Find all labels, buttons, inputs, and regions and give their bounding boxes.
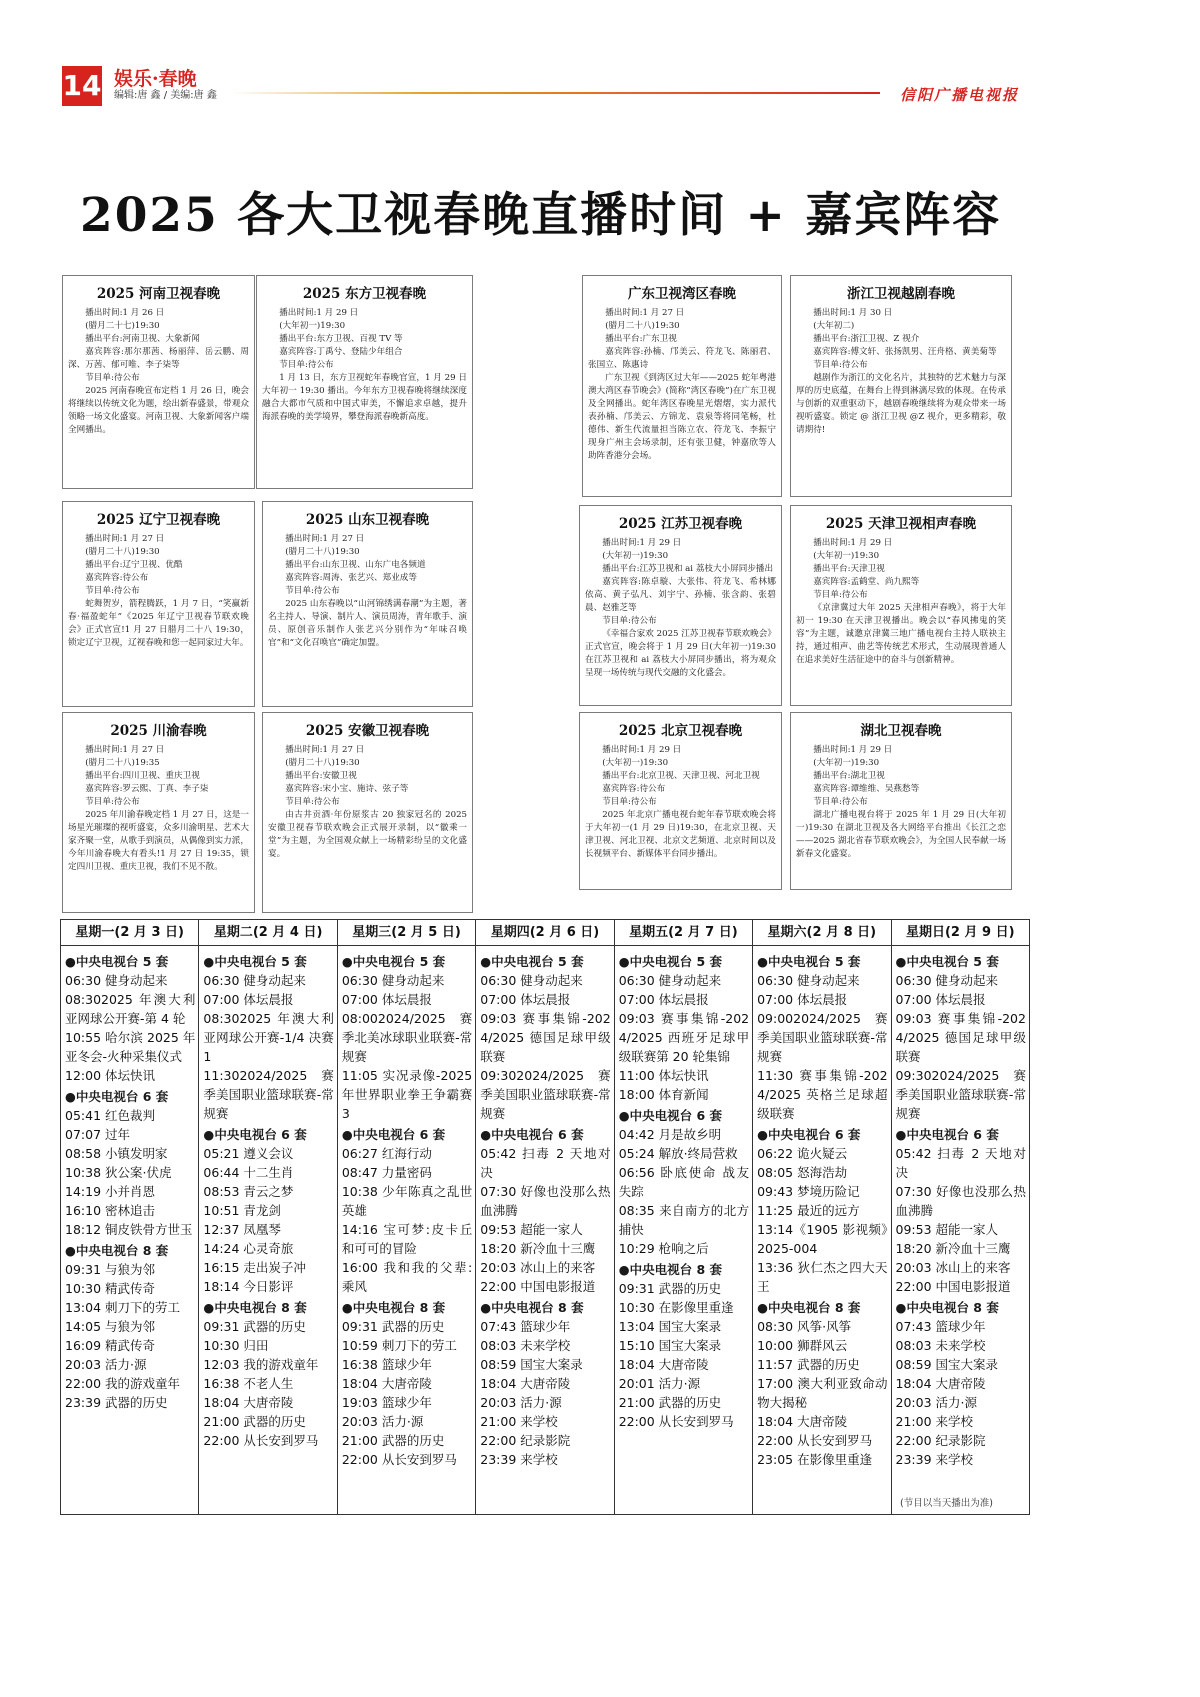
program-item: 08:35 来自南方的北方捕快 (618, 1203, 750, 1237)
program-item: 09:302024/2025 赛季美国职业篮球联赛-常规赛 (895, 1068, 1026, 1121)
box-info-line: 播出时间:1 月 29 日 (279, 308, 359, 318)
box-info-line: (大年初二) (813, 321, 855, 331)
schedule-day-header: 星期五(2 月 7 日) (615, 920, 752, 946)
program-item: 22:00 从长安到罗马 (341, 1452, 457, 1467)
program-item: 07:07 过年 (65, 1127, 130, 1142)
box-info-line: 播出时间:1 月 29 日 (813, 745, 893, 755)
program-item: 11:25 最近的远方 (757, 1203, 860, 1218)
box-description: 1 月 13 日，东方卫视蛇年春晚官宣，1 月 29 日大年初一 19:30 播出。今年东方卫视春晚将继续深度融合大都市气质和中国式审美，不懈追求卓越，提升海派春晚的美学境界，攀登海派春晚新高度。 (262, 373, 467, 422)
tv-schedule-table (60, 919, 1030, 1515)
schedule-day-column (892, 920, 1029, 1514)
program-item: 05:42 扫毒 2 天地对决 (480, 1146, 611, 1180)
program-item: 11:00 体坛快讯 (618, 1068, 709, 1083)
box-info-line: 节目单:待公布 (85, 586, 140, 596)
box-liaoning (62, 501, 255, 707)
program-item: 08:30 风筝·风筝 (757, 1319, 852, 1334)
program-item: 06:30 健身动起来 (341, 973, 445, 988)
program-item: 19:03 篮球少年 (341, 1395, 432, 1410)
box-body (268, 533, 467, 650)
box-description: 由古井贡酒·年份原浆古 20 独家冠名的 2025 安徽卫视春节联欢晚会正式展开录制，以“徽乘一堂”为主题，为全国观众献上一场精彩纷呈的文化盛宴。 (268, 810, 467, 859)
program-item: 16:09 精武传奇 (65, 1338, 155, 1353)
box-beijing (579, 712, 782, 890)
program-item: 06:27 红海行动 (341, 1146, 432, 1161)
box-jiangsu (579, 505, 782, 706)
program-item: 07:43 篮球少年 (480, 1319, 571, 1334)
box-info-line: 播出平台:河南卫视、大象新闻 (85, 334, 200, 344)
program-item: 14:19 小并肖恩 (65, 1184, 155, 1199)
program-item: 18:04 大唐帝陵 (341, 1376, 432, 1391)
box-anhui (262, 712, 473, 913)
schedule-day-header: 星期一(2 月 3 日) (61, 920, 198, 946)
program-item: 22:00 从长安到罗马 (757, 1433, 873, 1448)
program-item: 08:59 国宝大案录 (480, 1357, 583, 1372)
box-description: 《幸福合家欢 2025 江苏卫视春节联欢晚会》正式官宣，晚会将于 1 月 29 日(大年初一)19:30 在江苏卫视和 ai 荔枝大小屏同步播出，将为观众呈现一场传统与现代交融的文化盛会。 (585, 629, 776, 678)
program-item: 16:38 篮球少年 (341, 1357, 432, 1372)
program-item: 23:05 在影像里重逢 (757, 1452, 873, 1467)
program-item: 16:10 密林追击 (65, 1203, 155, 1218)
program-item: 22:00 纪录影院 (895, 1433, 986, 1448)
program-item: 12:03 我的游戏童年 (203, 1357, 319, 1372)
program-item: 21:00 来学校 (895, 1414, 974, 1429)
program-item: 07:30 好像也没那么热血沸腾 (480, 1184, 611, 1218)
box-description: 2025 年北京广播电视台蛇年春节联欢晚会将于大年初一(1 月 29 日)19:30，在北京卫视、天津卫视、河北卫视、北京文艺频道、北京时间以及长视频平台、新媒体平台同步播出。 (585, 810, 776, 859)
channel-name: ●中央电视台 5 套 (895, 954, 999, 969)
box-info-line: (大年初一)19:30 (279, 321, 346, 331)
program-item: 21:00 武器的历史 (618, 1395, 722, 1410)
program-item: 22:00 从长安到罗马 (618, 1414, 734, 1429)
program-item: 20:01 活力·源 (618, 1376, 701, 1391)
program-item: 20:03 活力·源 (341, 1414, 424, 1429)
box-info-line: 节目单:待公布 (813, 797, 868, 807)
program-item: 09:03 赛事集锦-2024/2025 德国足球甲级联赛 (895, 1011, 1026, 1064)
program-item: 09:31 武器的历史 (618, 1281, 722, 1296)
box-info-line: 播出时间:1 月 27 日 (605, 308, 685, 318)
box-info-line: (大年初一)19:30 (602, 551, 669, 561)
program-item: 07:00 体坛晨报 (757, 992, 848, 1007)
program-item: 22:00 纪录影院 (480, 1433, 571, 1448)
program-item: 14:16 宝可梦:皮卡丘和可可的冒险 (341, 1222, 473, 1256)
channel-name: ●中央电视台 8 套 (480, 1300, 584, 1315)
box-info-line: 嘉宾阵容:待公布 (602, 784, 666, 794)
program-item: 12:00 体坛快讯 (65, 1068, 155, 1083)
channel-name: ●中央电视台 8 套 (757, 1300, 861, 1315)
program-item: 06:30 健身动起来 (618, 973, 722, 988)
box-title: 2025 天津卫视相声春晚 (825, 516, 977, 532)
box-info-line: 嘉宾阵容:孟鹤堂、尚九熙等 (813, 577, 920, 587)
program-item: 10:30 在影像里重逢 (618, 1300, 734, 1315)
program-item: 20:03 冰山上的来客 (895, 1260, 1011, 1275)
box-title: 2025 北京卫视春晚 (618, 723, 743, 739)
box-info-line: 播出平台:天津卫视 (813, 564, 885, 574)
schedule-day-column (753, 920, 891, 1514)
box-info-line: 嘉宾阵容:傅文轩、张扬凯男、汪舟格、黄美菊等 (813, 347, 997, 357)
box-info-line: 嘉宾阵容:周涛、张艺兴、郑业成等 (285, 573, 417, 583)
program-item: 11:57 武器的历史 (757, 1357, 860, 1372)
program-item: 08:47 力量密码 (341, 1165, 432, 1180)
schedule-day-column (199, 920, 337, 1514)
program-item: 13:14《1905 影视频》2025-004 (757, 1222, 888, 1256)
program-item: 20:03 活力·源 (65, 1357, 147, 1372)
program-item: 13:04 国宝大案录 (618, 1319, 722, 1334)
box-info-line: 嘉宾阵容:罗云熙、丁真、李子柒 (85, 784, 209, 794)
box-info-line: 嘉宾阵容:待公布 (85, 573, 149, 583)
box-description: 蛇舞贺岁，箭程腾跃，1 月 7 日，“笑赢新春·福盈蛇年”《2025 年辽宁卫视春节联欢晚会》正式官宣!1 月 27 日腊月二十八 19:30，锁定辽宁卫视，辽视春晚和您一起同家过大年。 (68, 599, 249, 648)
program-item: 07:43 篮球少年 (895, 1319, 986, 1334)
program-item: 06:44 十二生肖 (203, 1165, 294, 1180)
box-info-line: 播出平台:安徽卫视 (285, 771, 357, 781)
box-info-line: 播出时间:1 月 27 日 (85, 745, 165, 755)
program-item: 21:00 来学校 (480, 1414, 558, 1429)
box-henan (62, 275, 255, 489)
editor-credit: 编辑:唐 鑫 / 美编:唐 鑫 (114, 90, 217, 101)
channel-name: ●中央电视台 6 套 (65, 1089, 169, 1104)
box-description: 湖北广播电视台将于 2025 年 1 月 29 日(大年初一)19:30 在湖北卫视及各大网络平台推出《长江之恋——2025 湖北省春节联欢晚会》，为全国人民奉献一场新春文化盛宴。 (796, 810, 1006, 859)
box-info-line: 嘉宾阵容:陈卓璇、大张伟、符龙飞、希林娜依高、黄子弘凡、刘宇宁、孙楠、张含韵、张碧晨、赵雅芝等 (585, 577, 776, 613)
program-item: 18:20 新冷血十三鹰 (480, 1241, 596, 1256)
box-guangdong (582, 275, 782, 497)
program-item: 05:42 扫毒 2 天地对决 (895, 1146, 1026, 1180)
program-item: 20:03 活力·源 (895, 1395, 978, 1410)
channel-name: ●中央电视台 5 套 (757, 954, 861, 969)
program-item: 18:12 铜皮铁骨方世玉 (65, 1222, 193, 1237)
program-item: 09:53 超能一家人 (480, 1222, 583, 1237)
box-body (585, 537, 776, 680)
channel-name: ●中央电视台 8 套 (341, 1300, 446, 1315)
program-item: 22:00 我的游戏童年 (65, 1376, 180, 1391)
box-info-line: 播出平台:辽宁卫视、优酷 (85, 560, 183, 570)
box-info-line: 播出时间:1 月 26 日 (85, 308, 165, 318)
program-item: 11:05 实况录像-2025 年世界职业拳王争霸赛 3 (341, 1068, 473, 1121)
program-item: 05:24 解放·终局营救 (618, 1146, 738, 1161)
program-item: 06:30 健身动起来 (895, 973, 999, 988)
box-info-line: (腊月二十八)19:30 (285, 758, 360, 768)
box-info-line: 节目单:待公布 (279, 360, 334, 370)
program-item: 13:36 狄仁杰之四大天王 (757, 1260, 888, 1294)
box-info-line: 节目单:待公布 (85, 373, 140, 383)
channel-name: ●中央电视台 5 套 (480, 954, 584, 969)
channel-name: ●中央电视台 6 套 (895, 1127, 999, 1142)
box-chuanyu (62, 712, 255, 913)
box-title: 2025 川渝春晚 (110, 723, 207, 739)
program-item: 05:21 遵义会议 (203, 1146, 294, 1161)
box-info-line: 节目单:待公布 (602, 616, 657, 626)
box-body (588, 307, 776, 463)
box-description: 广东卫视《到湾区过大年——2025 蛇年粤港澳大湾区春节晚会》(简称“湾区春晚”)在广东卫视及全网播出。蛇年湾区春晚星光熠熠，实力派代表孙楠、邝美云、方锦龙、袁泉等将同笔畅，杜德伟、新生代流量担当陈立农、符龙飞、李振宁现身广州主会场录制，还有张卫健，钟嘉欣等人助阵香港分会场。 (588, 373, 776, 461)
program-item: 15:10 国宝大案录 (618, 1338, 722, 1353)
program-item: 10:38 狄公案·伏虎 (65, 1165, 172, 1180)
schedule-note: (节目以当天播出为准) (900, 1498, 993, 1509)
box-info-line: 节目单:待公布 (285, 586, 340, 596)
channel-name: ●中央电视台 8 套 (618, 1262, 722, 1277)
box-description: 2025 山东春晚以“山河锦绣满春潮”为主题，著名主持人、导演、制片人、演员周涛，青年歌手、演员、原创音乐制作人张艺兴分别作为“年味召唤官”和“文化召唤官”确定加盟。 (268, 599, 467, 648)
box-body (796, 307, 1006, 437)
program-item: 08:002024/2025 赛季北美冰球职业联赛-常规赛 (341, 1011, 473, 1064)
program-item: 22:00 中国电影报道 (480, 1279, 596, 1294)
box-info-line: 播出时间:1 月 29 日 (602, 538, 682, 548)
program-item: 08:58 小镇发明家 (65, 1146, 168, 1161)
box-title: 2025 辽宁卫视春晚 (96, 512, 221, 528)
box-info-line: (大年初一)19:30 (602, 758, 669, 768)
program-item: 10:59 刺刀下的劳工 (341, 1338, 457, 1353)
program-item: 10:38 少年陈真之乱世英雄 (341, 1184, 473, 1218)
box-info-line: 播出时间:1 月 29 日 (813, 538, 893, 548)
program-item: 07:00 体坛晨报 (341, 992, 432, 1007)
program-item: 18:04 大唐帝陵 (480, 1376, 571, 1391)
program-item: 09:53 超能一家人 (895, 1222, 999, 1237)
program-item: 08:53 青云之梦 (203, 1184, 294, 1199)
schedule-day-header: 星期三(2 月 5 日) (338, 920, 475, 946)
program-item: 07:00 体坛晨报 (203, 992, 294, 1007)
program-item: 18:20 新冷血十三鹰 (895, 1241, 1011, 1256)
box-info-line: (腊月二十八)19:35 (85, 758, 160, 768)
program-item: 23:39 来学校 (480, 1452, 558, 1467)
box-info-line: 节目单:待公布 (813, 590, 868, 600)
box-body (68, 307, 249, 437)
box-info-line: 嘉宾阵容:丁禹兮、登陆少年组合 (279, 347, 403, 357)
schedule-day-column (476, 920, 614, 1514)
box-info-line: 播出平台:江苏卫视和 ai 荔枝大小屏同步播出 (602, 564, 774, 574)
program-item: 06:30 健身动起来 (757, 973, 860, 988)
paper-name: 信阳广播电视报 (900, 86, 1020, 104)
channel-name: ●中央电视台 6 套 (618, 1108, 722, 1123)
box-body (68, 744, 249, 874)
box-body (796, 537, 1006, 667)
channel-name: ●中央电视台 6 套 (480, 1127, 584, 1142)
schedule-day-column (61, 920, 199, 1514)
channel-name: ●中央电视台 8 套 (203, 1300, 307, 1315)
box-info-line: 节目单:待公布 (602, 797, 657, 807)
program-item: 10:29 枪响之后 (618, 1241, 709, 1256)
program-item: 08:05 怒海浩劫 (757, 1165, 848, 1180)
box-body (262, 307, 467, 424)
program-item: 10:55 哈尔滨 2025 年亚冬会-火种采集仪式 (65, 1030, 196, 1064)
page-number: 14 (62, 66, 102, 106)
box-title: 2025 江苏卫视春晚 (618, 516, 743, 532)
program-item: 10:30 归田 (203, 1338, 269, 1353)
program-item: 16:15 走出炭子冲 (203, 1260, 306, 1275)
program-item: 09:31 与狼为邻 (65, 1262, 155, 1277)
box-title: 2025 山东卫视春晚 (305, 512, 430, 528)
box-tianjin (790, 505, 1012, 706)
box-description: 2025 年川渝春晚定档 1 月 27 日，这是一场星光璀璨的视听盛宴，众多川渝明星、艺术大家齐聚一堂，从歌手到演员，从偶像到实力派，今年川渝春晚大有看头!1 月 27 日 19:35，锁定四川卫视、重庆卫视，我们不见不散。 (68, 810, 249, 872)
schedule-day-header: 星期日(2 月 9 日) (892, 920, 1029, 946)
program-item: 11:302024/2025 赛季美国职业篮球联赛-常规赛 (203, 1068, 334, 1121)
program-item: 06:30 健身动起来 (203, 973, 306, 988)
schedule-day-column (338, 920, 476, 1514)
program-item: 09:31 武器的历史 (203, 1319, 306, 1334)
headline: 2025 各大卫视春晚直播时间 + 嘉宾阵容 (80, 188, 1002, 243)
box-title: 广东卫视湾区春晚 (628, 286, 736, 302)
program-item: 09:002024/2025 赛季美国职业篮球联赛-常规赛 (757, 1011, 888, 1064)
box-info-line: 播出时间:1 月 30 日 (813, 308, 893, 318)
box-zhejiang (790, 275, 1012, 497)
box-info-line: 播出平台:四川卫视、重庆卫视 (85, 771, 200, 781)
section-title-b: 春晚 (158, 68, 197, 90)
schedule-day-header: 星期二(2 月 4 日) (199, 920, 336, 946)
section-title (114, 64, 197, 91)
channel-name: ●中央电视台 6 套 (757, 1127, 861, 1142)
box-info-line: (大年初一)19:30 (813, 551, 880, 561)
box-info-line: 播出时间:1 月 27 日 (285, 534, 365, 544)
program-item: 10:00 狮群风云 (757, 1338, 848, 1353)
program-item: 17:00 澳大利亚致命动物大揭秘 (757, 1376, 888, 1410)
box-title: 2025 东方卫视春晚 (302, 286, 427, 302)
box-info-line: 播出平台:湖北卫视 (813, 771, 885, 781)
channel-name: ●中央电视台 5 套 (65, 954, 169, 969)
box-description: 越剧作为浙江的文化名片，其独特的艺术魅力与深厚的历史底蕴，在舞台上得到淋漓尽致的体现。在传承与创新的双重驱动下，越剧春晚继续将为观众带来一场视听盛宴。锁定 @ 浙江卫视 @Z 视介，更多精彩，敬请期待! (796, 373, 1006, 435)
program-item: 07:00 体坛晨报 (618, 992, 709, 1007)
box-body (796, 744, 1006, 861)
header-rule (230, 92, 880, 94)
schedule-day-header: 星期四(2 月 6 日) (476, 920, 613, 946)
channel-name: ●中央电视台 6 套 (341, 1127, 446, 1142)
channel-name: ●中央电视台 8 套 (895, 1300, 999, 1315)
box-body (68, 533, 249, 650)
program-item: 08:302025 年澳大利亚网球公开赛-1/4 决赛 1 (203, 1011, 334, 1064)
program-item: 20:03 冰山上的来客 (480, 1260, 596, 1275)
box-title: 2025 安徽卫视春晚 (305, 723, 430, 739)
channel-name: ●中央电视台 8 套 (65, 1243, 169, 1258)
program-item: 22:00 从长安到罗马 (203, 1433, 319, 1448)
program-item: 08:03 未来学校 (480, 1338, 571, 1353)
program-item: 10:51 青龙剑 (203, 1203, 281, 1218)
program-item: 11:30 赛事集锦-2024/2025 英格兰足球超级联赛 (757, 1068, 888, 1121)
box-info-line: 播出平台:东方卫视、百视 TV 等 (279, 334, 403, 344)
program-item: 09:03 赛事集锦-2024/2025 西班牙足球甲级联赛第 20 轮集锦 (618, 1011, 750, 1064)
program-item: 21:00 武器的历史 (203, 1414, 306, 1429)
program-item: 22:00 中国电影报道 (895, 1279, 1011, 1294)
box-info-line: 播出时间:1 月 29 日 (602, 745, 682, 755)
box-info-line: 节目单:待公布 (813, 360, 868, 370)
program-item: 09:43 梦境历险记 (757, 1184, 860, 1199)
box-info-line: (腊月二十八)19:30 (85, 547, 160, 557)
box-title: 浙江卫视越剧春晚 (847, 286, 955, 302)
box-info-line: 嘉宾阵容:孙楠、邝美云、符龙飞、陈丽君、张国立、陈惠诗 (588, 347, 776, 370)
box-description: 《京津冀过大年 2025 天津相声春晚》，将于大年初一 19:30 在天津卫视播出。晚会以“春风拂鬼的笑容”为主题，诚邀京津冀三地广播电视台主持人联袂主持，通过相声、曲艺等传统艺术形式，生动展现普通人在追求美好生活征途中的奋斗与创新精神。 (796, 603, 1006, 665)
program-item: 06:30 健身动起来 (480, 973, 583, 988)
box-title: 2025 河南卫视春晚 (96, 286, 221, 302)
program-item: 04:42 月是故乡明 (618, 1127, 722, 1142)
program-item: 14:24 心灵奇旅 (203, 1241, 294, 1256)
box-info-line: (大年初一)19:30 (813, 758, 880, 768)
program-item: 18:14 今日影评 (203, 1279, 294, 1294)
box-title: 湖北卫视春晚 (860, 723, 942, 739)
program-item: 06:56 卧底使命 战友失踪 (618, 1165, 750, 1199)
program-item: 07:00 体坛晨报 (480, 992, 571, 1007)
box-description: 2025 河南春晚宣布定档 1 月 26 日，晚会将继续以传统文化为题，绘出新春盛景，带观众领略一场文化盛宴。河南卫视、大象新闻客户端全网播出。 (68, 386, 249, 435)
box-info-line: 播出时间:1 月 27 日 (285, 745, 365, 755)
program-item: 07:30 好像也没那么热血沸腾 (895, 1184, 1026, 1218)
program-item: 06:22 诡火疑云 (757, 1146, 848, 1161)
program-item: 08:03 未来学校 (895, 1338, 986, 1353)
channel-name: ●中央电视台 5 套 (341, 954, 446, 969)
program-item: 23:39 武器的历史 (65, 1395, 168, 1410)
box-info-line: 播出平台:山东卫视、山东广电各频道 (285, 560, 426, 570)
program-item: 16:00 我和我的父辈:乘风 (341, 1260, 473, 1294)
box-shandong (262, 501, 473, 707)
program-item: 23:39 来学校 (895, 1452, 974, 1467)
box-info-line: (腊月二十八)19:30 (285, 547, 360, 557)
box-info-line: 嘉宾阵容:谭维维、吴燕愁等 (813, 784, 920, 794)
channel-name: ●中央电视台 6 套 (203, 1127, 307, 1142)
program-item: 09:03 赛事集锦-2024/2025 德国足球甲级联赛 (480, 1011, 611, 1064)
box-info-line: 播出时间:1 月 27 日 (85, 534, 165, 544)
channel-name: ●中央电视台 5 套 (618, 954, 722, 969)
box-info-line: 播出平台:广东卫视 (605, 334, 677, 344)
schedule-day-column (615, 920, 753, 1514)
schedule-day-header: 星期六(2 月 8 日) (753, 920, 890, 946)
program-item: 16:38 不老人生 (203, 1376, 294, 1391)
program-item: 09:31 武器的历史 (341, 1319, 445, 1334)
program-item: 07:00 体坛晨报 (895, 992, 986, 1007)
section-title-a: 娱乐· (114, 68, 159, 90)
program-item: 08:59 国宝大案录 (895, 1357, 999, 1372)
box-body (585, 744, 776, 861)
box-info-line: 嘉宾阵容:宋小宝、施诗、弦子等 (285, 784, 409, 794)
box-body (268, 744, 467, 861)
box-hubei (790, 712, 1012, 890)
program-item: 05:41 红色裁判 (65, 1108, 155, 1123)
box-info-line: 播出平台:北京卫视、天津卫视、河北卫视 (602, 771, 760, 781)
box-info-line: (腊月二十八)19:30 (605, 321, 680, 331)
box-info-line: 嘉宾阵容:那尔那茜、杨丽萍、岳云鹏、周深、万茜、郁可唯、李子柒等 (68, 347, 249, 370)
program-item: 20:03 活力·源 (480, 1395, 562, 1410)
program-item: 21:00 武器的历史 (341, 1433, 445, 1448)
program-item: 13:04 刺刀下的劳工 (65, 1300, 180, 1315)
channel-name: ●中央电视台 5 套 (203, 954, 307, 969)
program-item: 06:30 健身动起来 (65, 973, 168, 988)
box-info-line: 节目单:待公布 (285, 797, 340, 807)
program-item: 18:04 大唐帝陵 (203, 1395, 294, 1410)
program-item: 10:30 精武传奇 (65, 1281, 155, 1296)
box-dongfang (256, 275, 473, 489)
program-item: 08:302025 年澳大利亚网球公开赛-第 4 轮 (65, 992, 196, 1026)
program-item: 18:04 大唐帝陵 (618, 1357, 709, 1372)
program-item: 14:05 与狼为邻 (65, 1319, 155, 1334)
box-info-line: (腊月二十七)19:30 (85, 321, 160, 331)
program-item: 18:04 大唐帝陵 (895, 1376, 986, 1391)
program-item: 18:00 体育新闻 (618, 1087, 709, 1102)
box-info-line: 节目单:待公布 (85, 797, 140, 807)
program-item: 18:04 大唐帝陵 (757, 1414, 848, 1429)
box-info-line: 播出平台:浙江卫视、Z 视介 (813, 334, 920, 344)
program-item: 09:302024/2025 赛季美国职业篮球联赛-常规赛 (480, 1068, 611, 1121)
program-item: 12:37 凤凰琴 (203, 1222, 281, 1237)
